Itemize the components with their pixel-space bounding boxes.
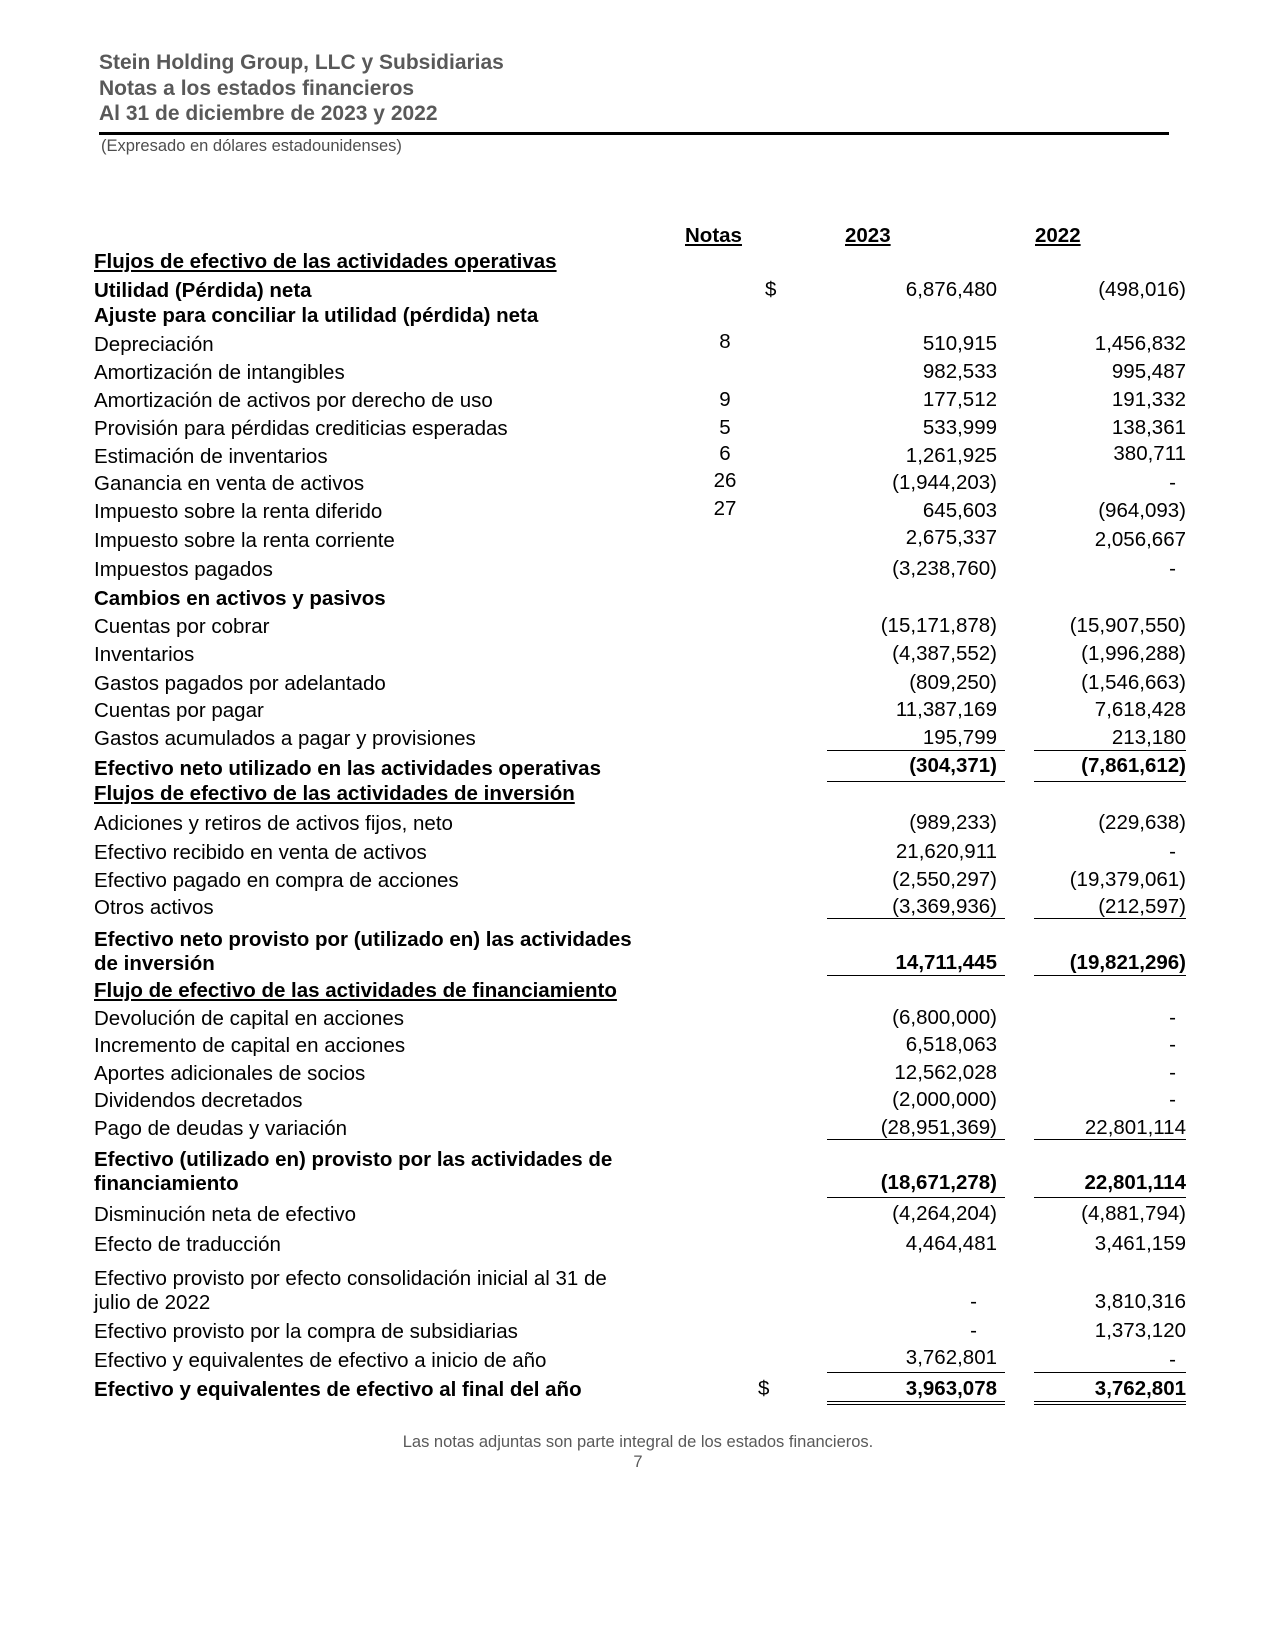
currency-note: (Expresado en dólares estadounidenses) — [101, 137, 402, 155]
value-2023: - — [970, 1319, 977, 1342]
section-header-financing — [0, 978, 1276, 1005]
row-label: Utilidad (Pérdida) neta — [94, 279, 312, 302]
table-row — [0, 1232, 1276, 1259]
row-label: Pago de deudas y variación — [94, 1117, 348, 1140]
row-label: Gastos acumulados a pagar y provisiones — [94, 727, 476, 750]
row-label: Efectivo provisto por la compra de subsidiarias — [94, 1320, 518, 1343]
value-2023: (4,387,552) — [892, 642, 997, 665]
table-row — [0, 444, 1276, 471]
row-label: Ganancia en venta de activos — [94, 472, 365, 495]
subtotal-line — [827, 750, 1005, 751]
value-2022: (498,016) — [1098, 278, 1186, 301]
column-header-notes: Notas — [685, 224, 742, 247]
subtotal-line — [1034, 750, 1186, 751]
total-row-operating — [0, 756, 1276, 783]
table-row — [0, 1033, 1276, 1060]
page-number: 7 — [633, 1453, 643, 1471]
table-row — [0, 332, 1276, 359]
value-2023: 3,762,801 — [905, 1346, 997, 1369]
row-label: Otros activos — [94, 896, 214, 919]
value-2022: 22,801,114 — [1084, 1171, 1186, 1194]
value-2023: (4,264,204) — [892, 1202, 997, 1225]
value-2023: 6,518,063 — [905, 1033, 997, 1056]
value-2022: - — [1169, 1033, 1176, 1056]
currency-symbol: $ — [758, 1377, 770, 1400]
table-row — [0, 698, 1276, 725]
value-2022: (19,821,296) — [1069, 951, 1186, 974]
value-2022: (4,881,794) — [1081, 1202, 1186, 1225]
row-label: Amortización de activos por derecho de uso — [94, 389, 493, 412]
value-2023: 195,799 — [922, 726, 997, 749]
table-row — [0, 1202, 1276, 1229]
value-2023: 533,999 — [922, 416, 997, 439]
row-label: Efecto de traducción — [94, 1233, 281, 1256]
value-2023: 12,562,028 — [894, 1061, 997, 1084]
row-label: Cuentas por cobrar — [94, 615, 270, 638]
table-row — [0, 1088, 1276, 1115]
subtotal-line — [1034, 1372, 1186, 1373]
row-label: Cuentas por pagar — [94, 699, 264, 722]
value-2023: (28,951,369) — [880, 1116, 997, 1139]
value-2022: 22,801,114 — [1084, 1116, 1186, 1139]
table-row — [0, 1319, 1276, 1346]
row-label-continued: julio de 2022 — [94, 1291, 211, 1314]
value-2022: (212,597) — [1098, 895, 1186, 918]
row-label: Efectivo y equivalentes de efectivo a inicio de año — [94, 1349, 547, 1372]
table-row — [0, 499, 1276, 526]
row-label: Efectivo y equivalentes de efectivo al final del año — [94, 1378, 582, 1401]
note-ref: 27 — [713, 497, 737, 520]
total-line — [1034, 1197, 1186, 1198]
row-label: Devolución de capital en acciones — [94, 1007, 404, 1030]
table-row — [0, 471, 1276, 498]
value-2022: 1,456,832 — [1094, 332, 1186, 355]
row-label: Disminución neta de efectivo — [94, 1203, 357, 1226]
row-label: Ajuste para conciliar la utilidad (pérdida) neta — [94, 304, 539, 327]
value-2022: 380,711 — [1113, 442, 1186, 465]
row-label: Impuestos pagados — [94, 558, 273, 581]
value-2023: (989,233) — [909, 811, 997, 834]
value-2022: 191,332 — [1111, 388, 1186, 411]
section-header-investing — [0, 781, 1276, 808]
value-2022: 138,361 — [1111, 416, 1186, 439]
table-row — [0, 416, 1276, 443]
subtotal-line — [827, 1139, 1005, 1140]
document-title: Notas a los estados financieros — [99, 76, 415, 100]
value-2022: 213,180 — [1111, 726, 1186, 749]
value-2022: 2,056,667 — [1094, 528, 1186, 551]
total-row-investing — [0, 927, 1276, 981]
grand-total-row — [0, 1377, 1276, 1404]
row-label: Gastos pagados por adelantado — [94, 672, 386, 695]
value-2023: 11,387,169 — [895, 698, 997, 721]
row-label: Provisión para pérdidas crediticias esperadas — [94, 417, 508, 440]
document-header — [99, 50, 1169, 155]
value-2022: 995,487 — [1111, 360, 1186, 383]
column-header-2023: 2023 — [845, 224, 891, 247]
row-label: Incremento de capital en acciones — [94, 1034, 406, 1057]
row-label: Dividendos decretados — [94, 1089, 303, 1112]
row-label: Efectivo provisto por efecto consolidación inicial al 31 de — [94, 1267, 607, 1290]
total-line — [827, 975, 1005, 976]
row-label: Efectivo pagado en compra de acciones — [94, 869, 459, 892]
value-2022: 3,762,801 — [1094, 1377, 1186, 1400]
column-header-2022: 2022 — [1035, 224, 1081, 247]
row-label: Amortización de intangibles — [94, 361, 345, 384]
value-2022: (19,379,061) — [1069, 868, 1186, 891]
value-2022: 1,373,120 — [1094, 1319, 1186, 1342]
value-2022: 3,461,159 — [1094, 1232, 1186, 1255]
value-2023: 4,464,481 — [905, 1232, 997, 1255]
table-row — [0, 642, 1276, 669]
subtotal-line — [827, 918, 1005, 919]
row-label: Impuesto sobre la renta diferido — [94, 500, 383, 523]
table-row — [0, 1348, 1276, 1375]
value-2023: (3,369,936) — [892, 895, 997, 918]
note-ref: 6 — [719, 442, 731, 465]
value-2022: (7,861,612) — [1081, 754, 1186, 777]
value-2023: 2,675,337 — [905, 526, 997, 549]
section-header-operating — [0, 249, 1276, 276]
value-2023: - — [970, 1290, 977, 1313]
value-2022: (229,638) — [1098, 811, 1186, 834]
row-label: Efectivo (utilizado en) provisto por las actividades de — [94, 1148, 613, 1171]
row-label: Estimación de inventarios — [94, 445, 328, 468]
value-2023: 1,261,925 — [905, 444, 997, 467]
table-row — [0, 868, 1276, 895]
value-2023: (1,944,203) — [892, 471, 997, 494]
value-2022: (1,996,288) — [1081, 642, 1186, 665]
subtotal-line — [827, 1372, 1005, 1373]
value-2023: (15,171,878) — [880, 614, 997, 637]
value-2023: 6,876,480 — [905, 278, 997, 301]
value-2023: (3,238,760) — [892, 557, 997, 580]
value-2023: 982,533 — [922, 360, 997, 383]
table-row — [0, 1006, 1276, 1033]
value-2023: 14,711,445 — [895, 951, 997, 974]
table-row — [0, 840, 1276, 867]
table-row — [0, 557, 1276, 584]
value-2022: 3,810,316 — [1094, 1290, 1186, 1313]
double-underline — [827, 1401, 1005, 1405]
value-2023: 177,512 — [922, 388, 997, 411]
total-line — [827, 1197, 1005, 1198]
row-label: Efectivo neto utilizado en las actividades operativas — [94, 757, 601, 780]
value-2023: (2,000,000) — [892, 1088, 997, 1111]
table-row — [0, 1061, 1276, 1088]
table-row — [0, 528, 1276, 555]
row-label: Efectivo neto provisto por (utilizado en) las actividades — [94, 928, 632, 951]
note-ref: 5 — [719, 416, 731, 439]
footer-note: Las notas adjuntas son parte integral de los estados financieros. — [402, 1433, 874, 1451]
subtotal-line — [1034, 918, 1186, 919]
value-2022: - — [1169, 557, 1176, 580]
value-2022: - — [1169, 1061, 1176, 1084]
row-label-continued: de inversión — [94, 952, 215, 975]
table-row — [0, 1266, 1276, 1320]
row-label: Adiciones y retiros de activos fijos, neto — [94, 812, 453, 835]
value-2023: 21,620,911 — [895, 840, 997, 863]
table-row — [0, 614, 1276, 641]
row-label: Flujos de efectivo de las actividades de inversión — [94, 782, 575, 805]
currency-symbol: $ — [765, 278, 777, 301]
document-date: Al 31 de diciembre de 2023 y 2022 — [99, 102, 438, 125]
note-ref: 9 — [719, 388, 731, 411]
table-row — [0, 360, 1276, 387]
row-label: Efectivo recibido en venta de activos — [94, 841, 427, 864]
table-row — [0, 388, 1276, 415]
row-label: Depreciación — [94, 333, 214, 356]
row-label: Aportes adicionales de socios — [94, 1062, 366, 1085]
value-2023: 510,915 — [922, 332, 997, 355]
double-underline — [1034, 1401, 1186, 1405]
row-label-continued: financiamiento — [94, 1172, 239, 1195]
value-2022: (1,546,663) — [1081, 671, 1186, 694]
value-2022: - — [1169, 471, 1176, 494]
value-2022: - — [1169, 1088, 1176, 1111]
table-row — [0, 671, 1276, 698]
value-2023: (304,371) — [909, 754, 997, 777]
table-row — [0, 811, 1276, 838]
note-ref: 26 — [713, 469, 737, 492]
value-2023: (6,800,000) — [892, 1006, 997, 1029]
value-2022: 7,618,428 — [1094, 698, 1186, 721]
subsection-header — [0, 303, 1276, 330]
subtotal-line — [1034, 1139, 1186, 1140]
company-name: Stein Holding Group, LLC y Subsidiarias — [99, 51, 504, 74]
header-divider — [99, 132, 1169, 135]
note-ref: 8 — [719, 330, 731, 353]
total-line — [1034, 975, 1186, 976]
row-label: Flujo de efectivo de las actividades de financiamiento — [94, 979, 617, 1002]
subsection-header — [0, 586, 1276, 613]
value-2022: - — [1169, 1348, 1176, 1371]
value-2022: - — [1169, 840, 1176, 863]
value-2023: (809,250) — [909, 671, 997, 694]
row-label: Impuesto sobre la renta corriente — [94, 529, 395, 552]
value-2023: (18,671,278) — [880, 1171, 997, 1194]
value-2023: 3,963,078 — [905, 1377, 997, 1400]
value-2022: (15,907,550) — [1069, 614, 1186, 637]
value-2023: (2,550,297) — [892, 868, 997, 891]
table-row — [0, 278, 1276, 305]
table-row — [0, 726, 1276, 753]
row-label: Cambios en activos y pasivos — [94, 587, 386, 610]
row-label: Flujos de efectivo de las actividades operativas — [94, 250, 557, 273]
value-2022: - — [1169, 1006, 1176, 1029]
value-2022: (964,093) — [1098, 499, 1186, 522]
total-row-financing — [0, 1147, 1276, 1201]
row-label: Inventarios — [94, 643, 195, 666]
value-2023: 645,603 — [922, 499, 997, 522]
